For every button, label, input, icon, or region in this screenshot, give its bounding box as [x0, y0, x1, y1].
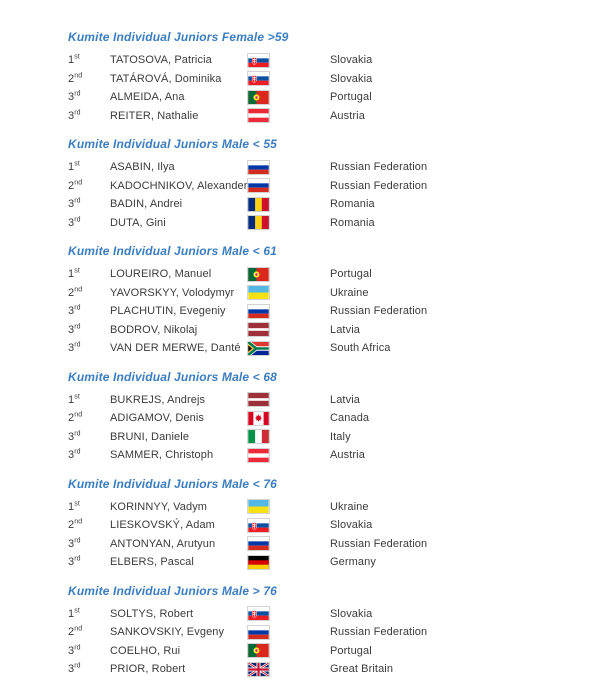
flag-cell	[248, 449, 330, 462]
flag-cell	[248, 626, 330, 639]
austria-flag-icon	[248, 449, 269, 462]
rank-label	[68, 324, 110, 336]
rank-label	[68, 501, 110, 513]
rank-ordinal: st	[74, 393, 80, 401]
rank-ordinal: nd	[74, 625, 83, 633]
result-row	[68, 265, 580, 284]
result-row	[68, 391, 580, 410]
rank-label	[68, 110, 110, 122]
rank-label	[68, 519, 110, 531]
country-label: Austria	[330, 109, 365, 122]
results-section	[68, 137, 580, 232]
country-label: Romania	[330, 198, 375, 211]
competitor-name: BODROV, Nikolaj	[110, 323, 198, 336]
result-row	[68, 516, 580, 535]
rank-ordinal: nd	[74, 286, 83, 294]
rank-label	[68, 287, 110, 299]
slovakia-flag-icon	[248, 519, 269, 532]
flag-cell	[248, 268, 330, 281]
competitor-name: ALMEIDA, Ana	[110, 91, 185, 104]
germany-flag-icon	[248, 556, 269, 569]
result-row	[68, 553, 580, 572]
portugal-flag-icon	[248, 644, 269, 657]
flag-cell	[248, 161, 330, 174]
result-row	[68, 284, 580, 303]
competitor-name: PLACHUTIN, Evegeniy	[110, 305, 226, 318]
canada-flag-icon	[248, 412, 269, 425]
rank-label	[68, 645, 110, 657]
flag-cell	[248, 430, 330, 443]
competitor-name: ADIGAMOV, Denis	[110, 412, 205, 425]
rank-label	[68, 217, 110, 229]
rank-ordinal: rd	[74, 90, 81, 98]
rank-label	[68, 431, 110, 443]
rank-label	[68, 449, 110, 461]
competitor-name: VAN DER MERWE, Danté	[110, 342, 241, 355]
rank-number: 1	[68, 500, 75, 513]
rank-number: 3	[68, 556, 75, 569]
country-label: Ukraine	[330, 286, 369, 299]
category-title: Kumite Individual Juniors Male < 76	[68, 476, 277, 491]
rank-number: 3	[68, 644, 75, 657]
result-row	[68, 195, 580, 214]
rank-ordinal: rd	[74, 430, 81, 438]
country-label: Slovakia	[330, 54, 373, 67]
result-row	[68, 158, 580, 177]
competitor-name: SOLTYS, Robert	[110, 607, 194, 620]
competitor-name: ANTONYAN, Arutyun	[110, 537, 216, 550]
country-label: Italy	[330, 430, 351, 443]
rank-ordinal: st	[74, 607, 80, 615]
latvia-flag-icon	[248, 393, 269, 406]
flag-cell	[248, 198, 330, 211]
country-label: Slovakia	[330, 607, 373, 620]
competitor-name: DUTA, Gini	[110, 216, 166, 229]
competitor-name: TATOSOVA, Patricia	[110, 54, 212, 67]
category-title: Kumite Individual Juniors Male < 61	[68, 244, 277, 258]
country-label: Romania	[330, 216, 375, 229]
competitor-name: ELBERS, Pascal	[110, 556, 194, 569]
rank-ordinal: nd	[74, 72, 83, 80]
flag-cell	[248, 500, 330, 513]
rank-ordinal: st	[74, 500, 80, 508]
rank-ordinal: rd	[74, 323, 81, 331]
result-row	[68, 409, 580, 428]
rank-ordinal: rd	[74, 448, 81, 456]
country-label: Slovakia	[330, 519, 373, 532]
flag-cell	[248, 91, 330, 104]
rank-label	[68, 663, 110, 675]
flag-cell	[248, 556, 330, 569]
country-label: Russian Federation	[330, 537, 428, 550]
competitor-name: LIESKOVSKÝ, Adam	[110, 519, 215, 532]
rank-number: 3	[68, 342, 75, 355]
rank-ordinal: st	[74, 267, 80, 275]
rank-ordinal: rd	[74, 662, 81, 670]
competitor-name: SAMMER, Christoph	[110, 449, 214, 462]
result-row	[68, 70, 580, 89]
rank-number: 3	[68, 537, 75, 550]
flag-cell	[248, 644, 330, 657]
rank-label	[68, 608, 110, 620]
flag-cell	[248, 412, 330, 425]
rank-ordinal: rd	[74, 216, 81, 224]
country-label: Russian Federation	[330, 161, 428, 174]
country-label: Russian Federation	[330, 179, 428, 192]
rank-ordinal: rd	[74, 555, 81, 563]
rank-label	[68, 538, 110, 550]
result-row	[68, 623, 580, 642]
flag-cell	[248, 216, 330, 229]
romania-flag-icon	[248, 198, 269, 211]
competitor-name: ASABIN, Ilya	[110, 161, 175, 174]
rank-label	[68, 268, 110, 280]
rank-ordinal: rd	[74, 644, 81, 652]
country-label: Portugal	[330, 644, 372, 657]
ukraine-flag-icon	[248, 286, 269, 299]
flag-cell	[248, 342, 330, 355]
competitor-name: SANKOVSKIY, Evgeny	[110, 626, 225, 639]
romania-flag-icon	[248, 216, 269, 229]
results-section	[68, 370, 580, 465]
result-row	[68, 302, 580, 321]
rank-number: 3	[68, 449, 75, 462]
rank-label	[68, 73, 110, 85]
results-section	[68, 244, 580, 358]
latvia-flag-icon	[248, 323, 269, 336]
great-britain-flag-icon	[248, 663, 269, 676]
south-africa-flag-icon	[248, 342, 269, 355]
country-label: Latvia	[330, 323, 360, 336]
rank-ordinal: rd	[74, 304, 81, 312]
russia-flag-icon	[248, 537, 269, 550]
russia-flag-icon	[248, 305, 269, 318]
competitor-name: BRUNI, Daniele	[110, 430, 190, 443]
rank-ordinal: rd	[74, 537, 81, 545]
rank-label	[68, 180, 110, 192]
competitor-name: BUKREJS, Andrejs	[110, 393, 206, 406]
rank-number: 3	[68, 430, 75, 443]
result-row	[68, 339, 580, 358]
country-label: Russian Federation	[330, 305, 428, 318]
competitor-name: YAVORSKYY, Volodymyr	[110, 286, 235, 299]
country-label: Latvia	[330, 393, 360, 406]
result-row	[68, 321, 580, 340]
result-row	[68, 660, 580, 679]
rank-number: 1	[68, 161, 75, 174]
rank-label	[68, 394, 110, 406]
result-row	[68, 51, 580, 70]
rank-number: 3	[68, 323, 75, 336]
flag-cell	[248, 286, 330, 299]
flag-cell	[248, 72, 330, 85]
rank-label	[68, 412, 110, 424]
rank-label	[68, 342, 110, 354]
russia-flag-icon	[248, 161, 269, 174]
ukraine-flag-icon	[248, 500, 269, 513]
flag-cell	[248, 305, 330, 318]
rank-ordinal: rd	[74, 341, 81, 349]
country-label: Russian Federation	[330, 626, 428, 639]
rank-ordinal: rd	[74, 109, 81, 117]
country-label: Slovakia	[330, 72, 373, 85]
portugal-flag-icon	[248, 268, 269, 281]
flag-cell	[248, 54, 330, 67]
country-label: Austria	[330, 449, 365, 462]
country-label: Portugal	[330, 91, 372, 104]
russia-flag-icon	[248, 626, 269, 639]
rank-number: 2	[68, 626, 75, 639]
rank-number: 3	[68, 198, 75, 211]
result-row	[68, 214, 580, 233]
rank-number: 2	[68, 179, 75, 192]
rank-label	[68, 305, 110, 317]
competitor-name: REITER, Nathalie	[110, 109, 199, 122]
austria-flag-icon	[248, 109, 269, 122]
rank-ordinal: nd	[74, 518, 83, 526]
italy-flag-icon	[248, 430, 269, 443]
category-title: Kumite Individual Juniors Male < 55	[68, 137, 277, 151]
rank-number: 3	[68, 663, 75, 676]
rank-label	[68, 161, 110, 173]
rank-ordinal: rd	[74, 197, 81, 205]
country-label: Portugal	[330, 268, 372, 281]
results-section	[68, 30, 580, 125]
rank-label	[68, 556, 110, 568]
flag-cell	[248, 607, 330, 620]
result-row	[68, 107, 580, 126]
portugal-flag-icon	[248, 91, 269, 104]
result-row	[68, 428, 580, 447]
result-row	[68, 498, 580, 517]
rank-number: 1	[68, 607, 75, 620]
result-row	[68, 642, 580, 661]
rank-number: 3	[68, 216, 75, 229]
results-section	[68, 477, 580, 572]
flag-cell	[248, 663, 330, 676]
category-title: Kumite Individual Juniors Female >59	[68, 30, 289, 44]
rank-number: 1	[68, 393, 75, 406]
rank-number: 3	[68, 305, 75, 318]
rank-number: 1	[68, 268, 75, 281]
slovakia-flag-icon	[248, 54, 269, 67]
rank-label	[68, 91, 110, 103]
result-row	[68, 446, 580, 465]
rank-number: 2	[68, 72, 75, 85]
rank-label	[68, 54, 110, 66]
rank-label	[68, 198, 110, 210]
rank-number: 3	[68, 109, 75, 122]
rank-number: 2	[68, 412, 75, 425]
flag-cell	[248, 323, 330, 336]
results-section	[68, 584, 580, 679]
slovakia-flag-icon	[248, 607, 269, 620]
rank-ordinal: nd	[74, 179, 83, 187]
result-row	[68, 605, 580, 624]
rank-number: 1	[68, 54, 75, 67]
rank-ordinal: nd	[74, 411, 83, 419]
category-title: Kumite Individual Juniors Male < 68	[68, 369, 277, 384]
result-row	[68, 535, 580, 554]
competitor-name: KORINNYY, Vadym	[110, 500, 208, 513]
flag-cell	[248, 179, 330, 192]
flag-cell	[248, 519, 330, 532]
flag-cell	[248, 537, 330, 550]
rank-number: 3	[68, 91, 75, 104]
competitor-name: LOUREIRO, Manuel	[110, 268, 212, 281]
result-row	[68, 88, 580, 107]
country-label: Germany	[330, 556, 376, 569]
flag-cell	[248, 109, 330, 122]
rank-number: 2	[68, 286, 75, 299]
russia-flag-icon	[248, 179, 269, 192]
rank-label	[68, 626, 110, 638]
flag-cell	[248, 393, 330, 406]
country-label: Great Britain	[330, 663, 394, 676]
competitor-name: BADIN, Andrei	[110, 198, 183, 211]
result-row	[68, 177, 580, 196]
competitor-name: KADOCHNIKOV, Alexander	[110, 179, 248, 192]
slovakia-flag-icon	[248, 72, 269, 85]
rank-ordinal: st	[74, 160, 80, 168]
rank-number: 2	[68, 519, 75, 532]
country-label: Canada	[330, 412, 370, 425]
country-label: Ukraine	[330, 500, 369, 513]
rank-ordinal: st	[74, 53, 80, 61]
category-title: Kumite Individual Juniors Male > 76	[68, 583, 277, 598]
competitor-name: TATÁROVÁ, Dominika	[110, 72, 222, 85]
competitor-name: COELHO, Rui	[110, 644, 181, 657]
competitor-name: PRIOR, Robert	[110, 663, 186, 676]
country-label: South Africa	[330, 342, 391, 355]
